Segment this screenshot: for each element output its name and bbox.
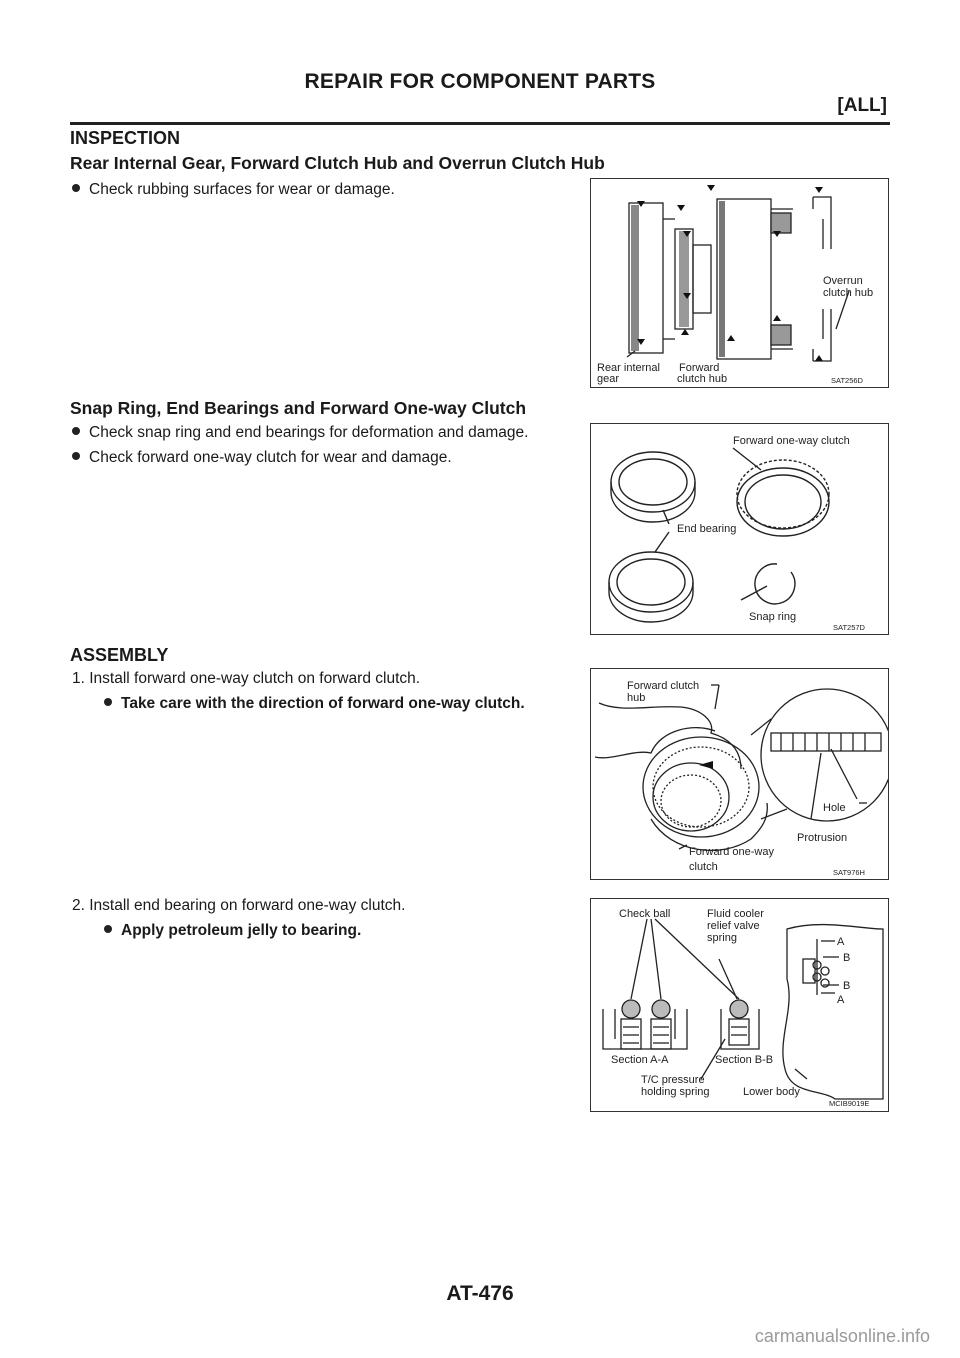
watermark: carmanualsonline.info <box>754 1326 930 1346</box>
fig4-label-b1: B <box>843 952 851 964</box>
header-rule <box>70 122 890 125</box>
fig2-code: SAT257D <box>833 623 865 632</box>
fig4-code: MCIB9019E <box>829 1099 870 1108</box>
fig1-label-overrun2: clutch hub <box>823 287 874 299</box>
section2-title: Snap Ring, End Bearings and Forward One-way Clutch <box>70 398 527 418</box>
note-text: Apply petroleum jelly to bearing. <box>121 922 362 939</box>
bullet-icon <box>104 925 112 933</box>
fig4-label-a2: A <box>837 994 845 1006</box>
gear-hub-illustration <box>591 179 888 387</box>
step2-note <box>104 922 361 940</box>
fig2-label-fowc: Forward one-way clutch <box>733 435 850 447</box>
fig3-code: SAT976H <box>833 868 865 877</box>
fig4-label-check: Check ball <box>619 908 671 920</box>
fig3-label-hub1: Forward clutch <box>627 680 700 692</box>
section2-bullet-1 <box>72 424 528 442</box>
fig3-label-hub2: hub <box>627 692 646 704</box>
fig4-label-fluid3: spring <box>707 932 737 944</box>
fig3-label-fowc1: Forward one-way <box>689 846 774 858</box>
clutch-install-illustration <box>591 669 888 879</box>
figure-sat257d <box>590 423 889 635</box>
page-title: REPAIR FOR COMPONENT PARTS <box>304 70 656 93</box>
section-tag: [ALL] <box>837 95 887 116</box>
figure-sat976h <box>590 668 889 880</box>
figure-mcib9019e <box>590 898 889 1112</box>
bearing-ring-illustration <box>591 424 888 634</box>
fig1-label-rear: Rear internal <box>597 362 660 374</box>
inspection-heading: INSPECTION <box>70 128 181 148</box>
fig4-label-tc1: T/C pressure <box>641 1074 705 1086</box>
fig4-label-fluid1: Fluid cooler <box>707 908 764 920</box>
fig4-label-a1: A <box>837 936 845 948</box>
fig4-label-tc2: holding spring <box>641 1086 710 1098</box>
fig4-label-fluid2: relief valve <box>707 920 760 932</box>
fig4-label-lower: Lower body <box>743 1086 800 1098</box>
fig1-label-overrun: Overrun <box>823 275 863 287</box>
step-1: 1. Install forward one-way clutch on forward clutch. <box>72 670 421 687</box>
bullet-icon <box>104 698 112 706</box>
fig4-label-sec-b: Section B-B <box>715 1054 774 1066</box>
valve-body-illustration <box>591 899 888 1111</box>
fig3-label-hole: Hole <box>823 802 846 814</box>
section2-bullet-2 <box>72 449 452 467</box>
bullet-icon <box>72 427 80 435</box>
page-number: AT-476 <box>446 1282 514 1305</box>
fig2-label-snap: Snap ring <box>749 611 797 623</box>
fig3-label-fowc2: clutch <box>689 861 718 873</box>
bullet-text: Check snap ring and end bearings for deformation and damage. <box>89 424 529 441</box>
note-text: Take care with the direction of forward one-way clutch. <box>121 695 525 712</box>
fig3-label-prot: Protrusion <box>797 832 848 844</box>
fig4-label-b2: B <box>843 980 851 992</box>
section1-bullet <box>72 181 395 199</box>
fig1-code: SAT256D <box>831 376 863 385</box>
bullet-icon <box>72 452 80 460</box>
fig1-label-fwd: Forward <box>679 362 720 374</box>
figure-sat256d <box>590 178 889 388</box>
fig1-label-rear2: gear <box>597 373 620 385</box>
assembly-heading: ASSEMBLY <box>70 645 169 665</box>
fig2-label-end: End bearing <box>677 523 737 535</box>
bullet-text: Check rubbing surfaces for wear or damage. <box>89 181 395 198</box>
section1-title: Rear Internal Gear, Forward Clutch Hub and Overrun Clutch Hub <box>70 153 605 173</box>
bullet-text: Check forward one-way clutch for wear and damage. <box>89 449 452 466</box>
bullet-icon <box>72 184 80 192</box>
step-2: 2. Install end bearing on forward one-way clutch. <box>72 897 406 914</box>
step1-note <box>104 695 525 713</box>
fig1-label-fwd2: clutch hub <box>677 373 728 385</box>
fig4-label-sec-a: Section A-A <box>611 1054 669 1066</box>
